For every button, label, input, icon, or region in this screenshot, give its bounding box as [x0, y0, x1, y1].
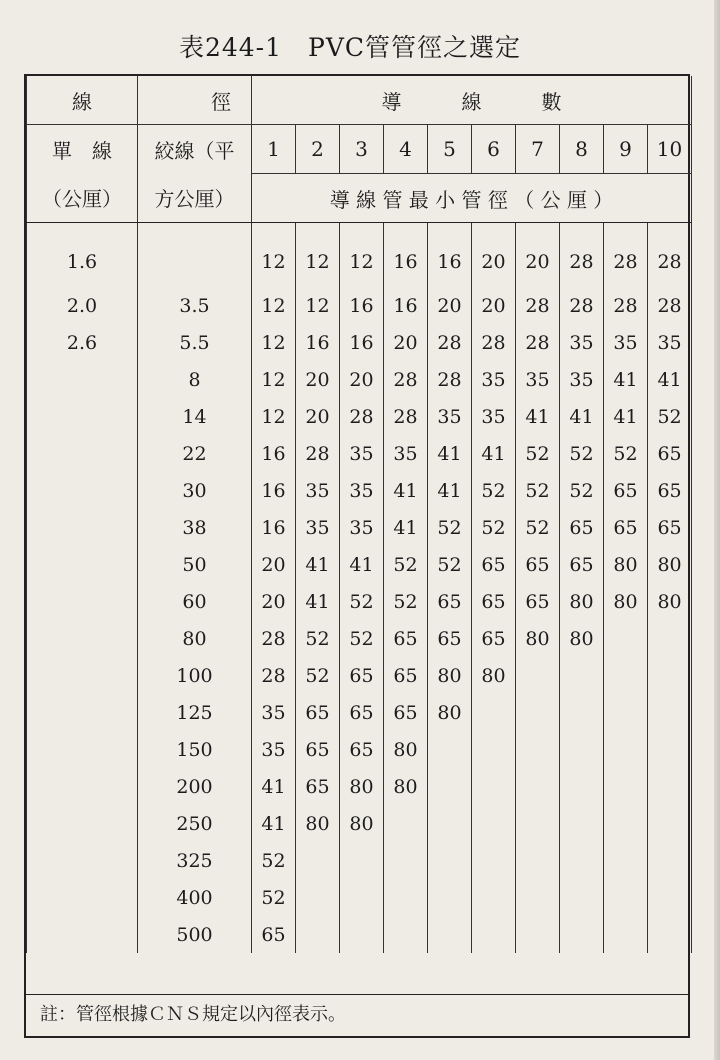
pipe-size-cell: [648, 879, 692, 916]
pipe-size-cell: 12: [252, 398, 296, 435]
single-wire-size: 2.0: [27, 287, 138, 324]
pipe-size-cell: [516, 768, 560, 805]
pipe-size-cell: [648, 620, 692, 657]
table-row: [27, 657, 692, 694]
pipe-size-cell: 35: [604, 324, 648, 361]
single-wire-size: [27, 583, 138, 620]
single-wire-size: [27, 657, 138, 694]
pipe-size-cell: 80: [516, 620, 560, 657]
single-wire-size: [27, 435, 138, 472]
pipe-size-cell: 41: [472, 435, 516, 472]
pipe-size-cell: 80: [340, 805, 384, 842]
pipe-size-cell: [648, 657, 692, 694]
single-wire-size: [27, 731, 138, 768]
pipe-size-cell: 41: [516, 398, 560, 435]
pipe-size-cell: [472, 694, 516, 731]
table-row: [27, 546, 692, 583]
table-row: [27, 223, 692, 288]
pipe-size-cell: 65: [560, 546, 604, 583]
stranded-wire-size: 30: [138, 472, 252, 509]
pipe-size-cell: 35: [560, 361, 604, 398]
pvc-pipe-table: [24, 74, 690, 1038]
single-wire-size: 2.6: [27, 324, 138, 361]
pipe-size-cell: 65: [516, 583, 560, 620]
pipe-size-cell: [560, 842, 604, 879]
pipe-size-cell: [472, 805, 516, 842]
stranded-wire-size: 325: [138, 842, 252, 879]
table-row: [27, 435, 692, 472]
pipe-size-cell: 35: [648, 324, 692, 361]
pipe-size-cell: [516, 842, 560, 879]
pipe-size-cell: 35: [428, 398, 472, 435]
pipe-size-cell: 28: [648, 287, 692, 324]
stranded-wire-size: 125: [138, 694, 252, 731]
pipe-size-cell: 28: [604, 223, 648, 288]
table-row: [27, 879, 692, 916]
pipe-size-cell: 20: [516, 223, 560, 288]
pipe-size-cell: 20: [252, 546, 296, 583]
pipe-size-cell: 65: [296, 768, 340, 805]
stranded-wire-size: 200: [138, 768, 252, 805]
stranded-wire-size: 150: [138, 731, 252, 768]
header-stranded-wire: 絞線（平: [138, 125, 252, 174]
pipe-size-cell: 12: [296, 287, 340, 324]
pipe-size-cell: 20: [296, 398, 340, 435]
pipe-size-cell: 35: [516, 361, 560, 398]
stranded-wire-size: 22: [138, 435, 252, 472]
pipe-size-cell: [472, 768, 516, 805]
pipe-size-cell: 65: [648, 509, 692, 546]
pipe-size-cell: 52: [384, 583, 428, 620]
single-wire-size: [27, 472, 138, 509]
pipe-size-cell: 12: [340, 223, 384, 288]
pipe-size-cell: 80: [428, 694, 472, 731]
table-row: [27, 472, 692, 509]
single-wire-size: [27, 768, 138, 805]
pipe-size-cell: [472, 879, 516, 916]
pipe-size-cell: 20: [340, 361, 384, 398]
pipe-size-cell: 65: [296, 694, 340, 731]
pipe-size-cell: [384, 842, 428, 879]
pipe-size-cell: 65: [472, 583, 516, 620]
header-diameter-b: 徑: [138, 76, 252, 125]
pipe-size-cell: 35: [340, 472, 384, 509]
pipe-size-cell: 65: [340, 657, 384, 694]
pipe-size-cell: 65: [648, 472, 692, 509]
pipe-size-cell: 35: [296, 472, 340, 509]
stranded-wire-size: [138, 223, 252, 288]
header-single-wire: 單 線: [27, 125, 138, 174]
pipe-size-cell: 65: [296, 731, 340, 768]
pipe-size-cell: 16: [252, 435, 296, 472]
pipe-size-cell: [516, 657, 560, 694]
pipe-size-cell: 20: [428, 287, 472, 324]
pipe-size-cell: [604, 694, 648, 731]
pipe-size-cell: [560, 805, 604, 842]
pipe-size-cell: 52: [340, 583, 384, 620]
pipe-size-cell: [428, 916, 472, 953]
pipe-size-cell: [560, 879, 604, 916]
pipe-size-cell: 52: [472, 509, 516, 546]
pipe-size-cell: [604, 916, 648, 953]
pipe-size-cell: [560, 731, 604, 768]
pipe-size-cell: 80: [560, 583, 604, 620]
pipe-size-cell: 28: [384, 398, 428, 435]
pipe-size-cell: [604, 879, 648, 916]
pipe-size-cell: 52: [428, 509, 472, 546]
table-row: [27, 842, 692, 879]
pipe-size-cell: 52: [472, 472, 516, 509]
pipe-size-cell: 16: [252, 509, 296, 546]
pipe-size-cell: 41: [252, 768, 296, 805]
header-wire-count: 導 線 數: [252, 76, 692, 125]
header-wire-count-7: 7: [516, 125, 560, 174]
pipe-size-cell: 35: [296, 509, 340, 546]
stranded-wire-size: 500: [138, 916, 252, 953]
pipe-size-cell: 41: [648, 361, 692, 398]
pipe-size-cell: 41: [384, 509, 428, 546]
pipe-size-cell: 35: [340, 509, 384, 546]
pipe-size-cell: 65: [604, 472, 648, 509]
pipe-size-cell: 20: [296, 361, 340, 398]
single-wire-size: [27, 509, 138, 546]
table-row: [27, 583, 692, 620]
single-wire-size: [27, 694, 138, 731]
pipe-size-cell: 52: [252, 879, 296, 916]
pipe-size-cell: 41: [428, 472, 472, 509]
pipe-size-cell: [560, 694, 604, 731]
pipe-size-cell: 65: [252, 916, 296, 953]
stranded-wire-size: 50: [138, 546, 252, 583]
pipe-size-cell: [648, 768, 692, 805]
pipe-size-cell: 35: [384, 435, 428, 472]
table-row: [27, 509, 692, 546]
stranded-wire-size: 60: [138, 583, 252, 620]
pipe-size-cell: [516, 805, 560, 842]
pipe-size-cell: [516, 916, 560, 953]
pipe-size-cell: [472, 842, 516, 879]
pipe-size-cell: 41: [252, 805, 296, 842]
pipe-size-cell: 28: [340, 398, 384, 435]
table-row: [27, 694, 692, 731]
pipe-size-cell: [648, 731, 692, 768]
pipe-size-cell: 12: [252, 361, 296, 398]
pipe-size-cell: 52: [428, 546, 472, 583]
pipe-size-cell: 41: [604, 398, 648, 435]
pipe-size-cell: 28: [428, 361, 472, 398]
pipe-size-cell: [340, 879, 384, 916]
pipe-size-cell: 52: [384, 546, 428, 583]
pipe-size-cell: 16: [252, 472, 296, 509]
header-wire-count-2: 2: [296, 125, 340, 174]
pipe-size-cell: 35: [560, 324, 604, 361]
pipe-size-cell: 35: [472, 398, 516, 435]
pipe-size-cell: 52: [340, 620, 384, 657]
pipe-size-cell: 41: [560, 398, 604, 435]
header-wire-count-3: 3: [340, 125, 384, 174]
pipe-size-cell: 28: [428, 324, 472, 361]
pipe-size-cell: 28: [560, 287, 604, 324]
header-row-2: [27, 125, 692, 174]
pipe-size-cell: [472, 731, 516, 768]
pipe-size-cell: 65: [384, 620, 428, 657]
pipe-size-cell: [296, 916, 340, 953]
pipe-size-cell: 28: [516, 324, 560, 361]
pipe-size-cell: [428, 842, 472, 879]
pipe-size-grid: [26, 76, 692, 953]
single-wire-size: [27, 546, 138, 583]
pipe-size-cell: 65: [472, 546, 516, 583]
pipe-size-cell: [604, 731, 648, 768]
stranded-wire-size: 8: [138, 361, 252, 398]
pipe-size-cell: 12: [252, 223, 296, 288]
pipe-size-cell: 16: [428, 223, 472, 288]
stranded-wire-size: 250: [138, 805, 252, 842]
pipe-size-cell: 20: [472, 223, 516, 288]
pipe-size-cell: [516, 694, 560, 731]
stranded-wire-size: 38: [138, 509, 252, 546]
pipe-size-cell: 65: [428, 620, 472, 657]
pipe-size-cell: 35: [252, 731, 296, 768]
stranded-wire-size: 3.5: [138, 287, 252, 324]
pipe-size-cell: [384, 916, 428, 953]
pipe-size-cell: 35: [340, 435, 384, 472]
pipe-size-cell: 80: [472, 657, 516, 694]
pipe-size-cell: 80: [384, 768, 428, 805]
pipe-size-cell: [428, 879, 472, 916]
pipe-size-cell: 65: [516, 546, 560, 583]
pipe-size-cell: [604, 842, 648, 879]
table-row: [27, 805, 692, 842]
pipe-size-cell: 35: [252, 694, 296, 731]
header-wire-count-10: 10: [648, 125, 692, 174]
pipe-size-cell: 52: [296, 620, 340, 657]
single-wire-size: [27, 805, 138, 842]
stranded-wire-size: 14: [138, 398, 252, 435]
stranded-wire-size: 80: [138, 620, 252, 657]
pipe-size-cell: 16: [384, 287, 428, 324]
pipe-size-cell: 65: [384, 657, 428, 694]
pipe-size-cell: [428, 731, 472, 768]
stranded-wire-size: 400: [138, 879, 252, 916]
pipe-size-cell: 16: [384, 223, 428, 288]
pipe-size-cell: [516, 879, 560, 916]
header-min-pipe: 導 線 管 最 小 管 徑 （ 公 厘 ）: [252, 174, 692, 223]
pipe-size-cell: [560, 768, 604, 805]
pipe-size-cell: 80: [384, 731, 428, 768]
pipe-size-cell: [560, 916, 604, 953]
table-row: [27, 731, 692, 768]
stranded-wire-size: 5.5: [138, 324, 252, 361]
table-title: 表244-1 PVC管管徑之選定: [178, 33, 522, 62]
pipe-size-cell: 16: [340, 324, 384, 361]
single-wire-size: 1.6: [27, 223, 138, 288]
pipe-size-cell: [604, 768, 648, 805]
pipe-size-cell: [604, 805, 648, 842]
pipe-size-cell: 65: [340, 731, 384, 768]
pipe-size-cell: 28: [560, 223, 604, 288]
table-note: 註：管徑根據ＣＮＳ規定以內徑表示。: [26, 994, 688, 1036]
pipe-size-cell: [604, 620, 648, 657]
pipe-size-cell: [340, 916, 384, 953]
pipe-size-cell: 65: [472, 620, 516, 657]
pipe-size-cell: 16: [340, 287, 384, 324]
pipe-size-cell: 28: [648, 223, 692, 288]
pipe-size-cell: 41: [296, 583, 340, 620]
pipe-size-cell: 35: [472, 361, 516, 398]
page-edge: [714, 0, 720, 1060]
pipe-size-cell: [472, 916, 516, 953]
pipe-size-cell: 52: [252, 842, 296, 879]
pipe-size-cell: [648, 842, 692, 879]
pipe-size-cell: 52: [516, 509, 560, 546]
table-row: [27, 916, 692, 953]
pipe-size-cell: 20: [252, 583, 296, 620]
pipe-size-cell: 52: [296, 657, 340, 694]
pipe-size-cell: 80: [296, 805, 340, 842]
pipe-size-cell: 28: [252, 620, 296, 657]
pipe-size-cell: 28: [252, 657, 296, 694]
header-row-3: [27, 174, 692, 223]
pipe-size-cell: 65: [648, 435, 692, 472]
pipe-size-cell: 80: [428, 657, 472, 694]
pipe-size-cell: [384, 879, 428, 916]
pipe-size-cell: 41: [296, 546, 340, 583]
pipe-size-cell: 41: [428, 435, 472, 472]
pipe-size-cell: 80: [604, 546, 648, 583]
pipe-size-cell: [648, 805, 692, 842]
pipe-size-cell: 80: [340, 768, 384, 805]
pipe-size-cell: 65: [560, 509, 604, 546]
pipe-size-cell: 20: [472, 287, 516, 324]
pipe-size-cell: 28: [472, 324, 516, 361]
header-wire-count-8: 8: [560, 125, 604, 174]
pipe-size-cell: [516, 731, 560, 768]
pipe-size-cell: 41: [384, 472, 428, 509]
header-wire-count-9: 9: [604, 125, 648, 174]
pipe-size-cell: 20: [384, 324, 428, 361]
header-wire-count-4: 4: [384, 125, 428, 174]
header-single-unit: （公厘）: [27, 174, 138, 223]
pipe-size-cell: 28: [604, 287, 648, 324]
pipe-size-cell: 28: [296, 435, 340, 472]
pipe-size-cell: [296, 879, 340, 916]
pipe-size-cell: 52: [604, 435, 648, 472]
pipe-size-cell: 65: [384, 694, 428, 731]
single-wire-size: [27, 842, 138, 879]
header-wire-count-6: 6: [472, 125, 516, 174]
header-wire-count-5: 5: [428, 125, 472, 174]
pipe-size-cell: [648, 916, 692, 953]
pipe-size-cell: 52: [516, 472, 560, 509]
pipe-size-cell: 28: [516, 287, 560, 324]
header-stranded-unit: 方公厘）: [138, 174, 252, 223]
pipe-size-cell: [648, 694, 692, 731]
pipe-size-cell: 52: [560, 435, 604, 472]
pipe-size-cell: 80: [648, 546, 692, 583]
header-row-1: [27, 76, 692, 125]
table-row: [27, 620, 692, 657]
pipe-size-cell: 80: [648, 583, 692, 620]
pipe-size-cell: [560, 657, 604, 694]
pipe-size-cell: [428, 805, 472, 842]
pipe-size-cell: [428, 768, 472, 805]
pipe-size-cell: 65: [340, 694, 384, 731]
pipe-size-cell: 52: [516, 435, 560, 472]
pipe-size-cell: 41: [340, 546, 384, 583]
pipe-size-cell: 80: [560, 620, 604, 657]
table-row: [27, 287, 692, 324]
single-wire-size: [27, 879, 138, 916]
pipe-size-cell: 12: [296, 223, 340, 288]
header-diameter-a: 線: [27, 76, 138, 125]
pipe-size-cell: 65: [604, 509, 648, 546]
pipe-size-cell: 28: [384, 361, 428, 398]
pipe-size-cell: 80: [604, 583, 648, 620]
table-row: [27, 324, 692, 361]
pipe-size-cell: 16: [296, 324, 340, 361]
single-wire-size: [27, 361, 138, 398]
table-row: [27, 398, 692, 435]
table-row: [27, 768, 692, 805]
pipe-size-cell: [384, 805, 428, 842]
single-wire-size: [27, 620, 138, 657]
table-row: [27, 361, 692, 398]
pipe-size-cell: [296, 842, 340, 879]
stranded-wire-size: 100: [138, 657, 252, 694]
single-wire-size: [27, 398, 138, 435]
pipe-size-cell: 65: [428, 583, 472, 620]
pipe-size-cell: [604, 657, 648, 694]
pipe-size-cell: [340, 842, 384, 879]
single-wire-size: [27, 916, 138, 953]
header-wire-count-1: 1: [252, 125, 296, 174]
pipe-size-cell: 52: [560, 472, 604, 509]
pipe-size-cell: 41: [604, 361, 648, 398]
pipe-size-cell: 52: [648, 398, 692, 435]
pipe-size-cell: 12: [252, 324, 296, 361]
pipe-size-cell: 12: [252, 287, 296, 324]
